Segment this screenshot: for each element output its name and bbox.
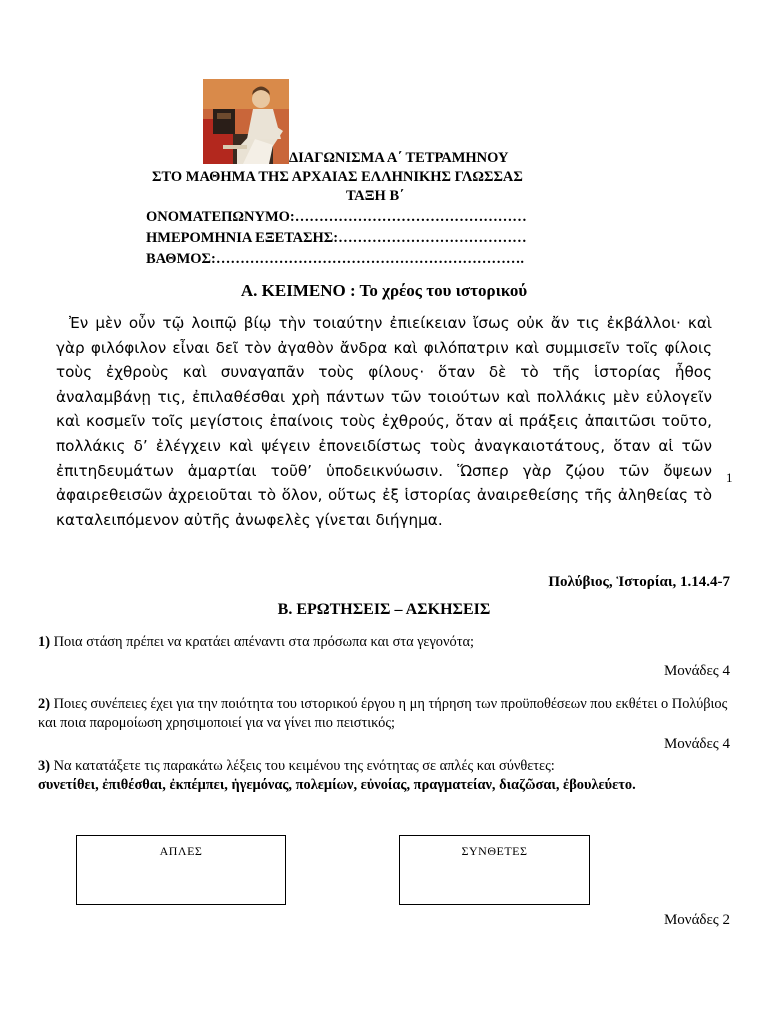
simple-words-label: ΑΠΛΕΣ [159,844,203,858]
section-b-title: Β. ΕΡΩΤΗΣΕΙΣ – ΑΣΚΗΣΕΙΣ [277,601,491,618]
exam-subject: ΣΤΟ ΜΑΘΗΜΑ ΤΗΣ ΑΡΧΑΙΑΣ ΕΛΛΗΝΙΚΗΣ ΓΛΩΣΣΑΣ [152,169,523,185]
exam-date-field: ΗΜΕΡΟΜΗΝΙΑ ΕΞΕΤΑΣΗΣ:………………………………… [146,230,527,246]
ancient-text-passage: Ἐν μὲν οὖν τῷ λοιπῷ βίῳ τὴν τοιαύτην ἐπιείκειαν ἴσως οὐκ ἄν τις ἐκβάλλοι· καὶ γὰρ φιλόφιλον εἶναι δεῖ τὸν ἀγαθὸν ἄνδρα καὶ φιλόπατριν καὶ συμμισεῖν τοῖς φίλοις τοὺς ἐχθροὺς καὶ συναγαπᾶν τοὺς φίλους· ὅταν δὲ τὸ τῆς ἱστορίας ἦθος ἀναλαμβάνῃ τις, ἐπιλαθέσθαι χρὴ πάντων τῶν τοιούτων καὶ πολλάκις μὲν εὐλογεῖν καὶ κοσμεῖν τοῖς μεγίστοις ἐπαίνοις τοὺς ἐχθρούς, ὅταν αἱ πράξεις ἀπαιτῶσι τοῦτο, πολλάκις δ’ ἐλέγχειν καὶ ψέγειν ἐπονειδίστως τοὺς ἀναγκαιοτάτους, ὅταν αἱ τῶν ἐπιτηδευμάτων ἁμαρτίαι τοῦθ’ ὑποδεικνύωσιν. Ὥσπερ γὰρ ζῴου τῶν ὄψεων ἀφαιρεθεισῶν ἀχρειοῦται τὸ ὅλον, οὕτως ἐξ ἱστορίας ἀναιρεθείσης τῆς ἀληθείας τὸ καταλειπόμενον αὐτῆς ἀνωφελὲς γίνεται διήγημα. [56,314,712,529]
question-1-units: Μονάδες 4 [663,663,730,679]
question-2-units: Μονάδες 4 [663,736,730,752]
question-2-number: 2) [38,696,50,712]
question-3 [38,757,732,776]
section-a-title: Α. ΚΕΙΜΕΝΟ : Το χρέος του ιστορικού [240,281,528,300]
question-3-units: Μονάδες 2 [663,912,730,928]
portrait-illustration [203,79,289,164]
question-1-number: 1) [38,634,50,650]
grade-field: ΒΑΘΜΟΣ:………………………………………………………. [146,251,524,267]
student-name-field: ΟΝΟΜΑΤΕΠΩΝΥΜΟ:………………………………………… [146,209,527,225]
question-2 [38,695,732,733]
compound-words-label: ΣΥΝΘΕΤΕΣ [461,844,528,858]
exam-class: ΤΑΞΗ Β΄ [346,188,404,204]
question-3-word-list: συνετίθει, ἐπιθέσθαι, ἐκπέμπει, ἡγεμόνας, πολεμίων, εὐνοίας, πραγματείαν, διαζῶσαι, ἐβουλεύετο. [38,777,636,793]
question-2-text: Ποιες συνέπειες έχει για την ποιότητα του ιστορικού έργου η μη τήρηση των προϋποθέσεων που εκθέτει ο Πολύβιος και ποια παρομοίωση χρησιμοποιεί για να γίνει πιο πειστικός; [38,696,728,731]
compound-words-box [399,835,590,905]
question-3-number: 3) [38,758,50,774]
source-citation: Πολύβιος, Ἱστορίαι, 1.14.4-7 [548,574,730,590]
page-number: 1 [726,470,733,485]
question-1-text: Ποια στάση πρέπει να κρατάει απέναντι στα πρόσωπα και στα γεγονότα; [50,634,475,650]
simple-words-box [76,835,286,905]
exam-title: ΔΙΑΓΩΝΙΣΜΑ Α΄ ΤΕΤΡΑΜΗΝΟΥ [289,150,509,166]
question-3-text: Να κατατάξετε τις παρακάτω λέξεις του κειμένου της ενότητας σε απλές και σύνθετες: [50,758,555,774]
question-1 [38,633,732,652]
